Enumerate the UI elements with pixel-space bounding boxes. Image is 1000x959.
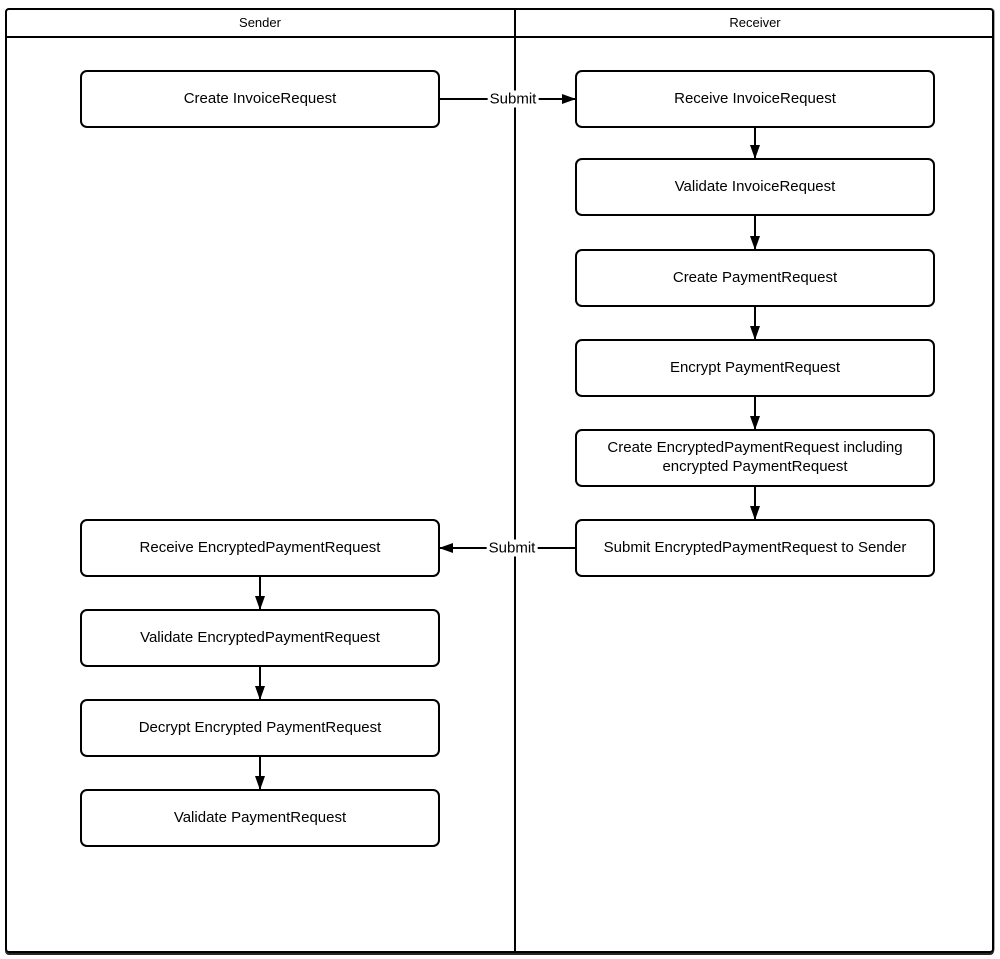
node-receive-encryptedpaymentrequest: Receive EncryptedPaymentRequest <box>80 519 440 577</box>
node-receive-invoicerequest: Receive InvoiceRequest <box>575 70 935 128</box>
node-validate-encryptedpaymentrequest: Validate EncryptedPaymentRequest <box>80 609 440 667</box>
node-create-encryptedpaymentrequest: Create EncryptedPaymentRequest including encrypted PaymentRequest <box>575 429 935 487</box>
node-decrypt-encrypted-paymentrequest: Decrypt Encrypted PaymentRequest <box>80 699 440 757</box>
node-create-paymentrequest: Create PaymentRequest <box>575 249 935 307</box>
node-create-invoicerequest: Create InvoiceRequest <box>80 70 440 128</box>
lane-header-receiver: Receiver <box>729 15 781 30</box>
node-validate-paymentrequest: Validate PaymentRequest <box>80 789 440 847</box>
node-validate-invoicerequest: Validate InvoiceRequest <box>575 158 935 216</box>
edge-label-submit-1: Submit <box>489 90 537 108</box>
lane-header-sender: Sender <box>239 15 281 30</box>
node-encrypt-paymentrequest: Encrypt PaymentRequest <box>575 339 935 397</box>
edge-label-submit-2: Submit <box>488 539 536 557</box>
node-submit-encryptedpaymentrequest: Submit EncryptedPaymentRequest to Sender <box>575 519 935 577</box>
